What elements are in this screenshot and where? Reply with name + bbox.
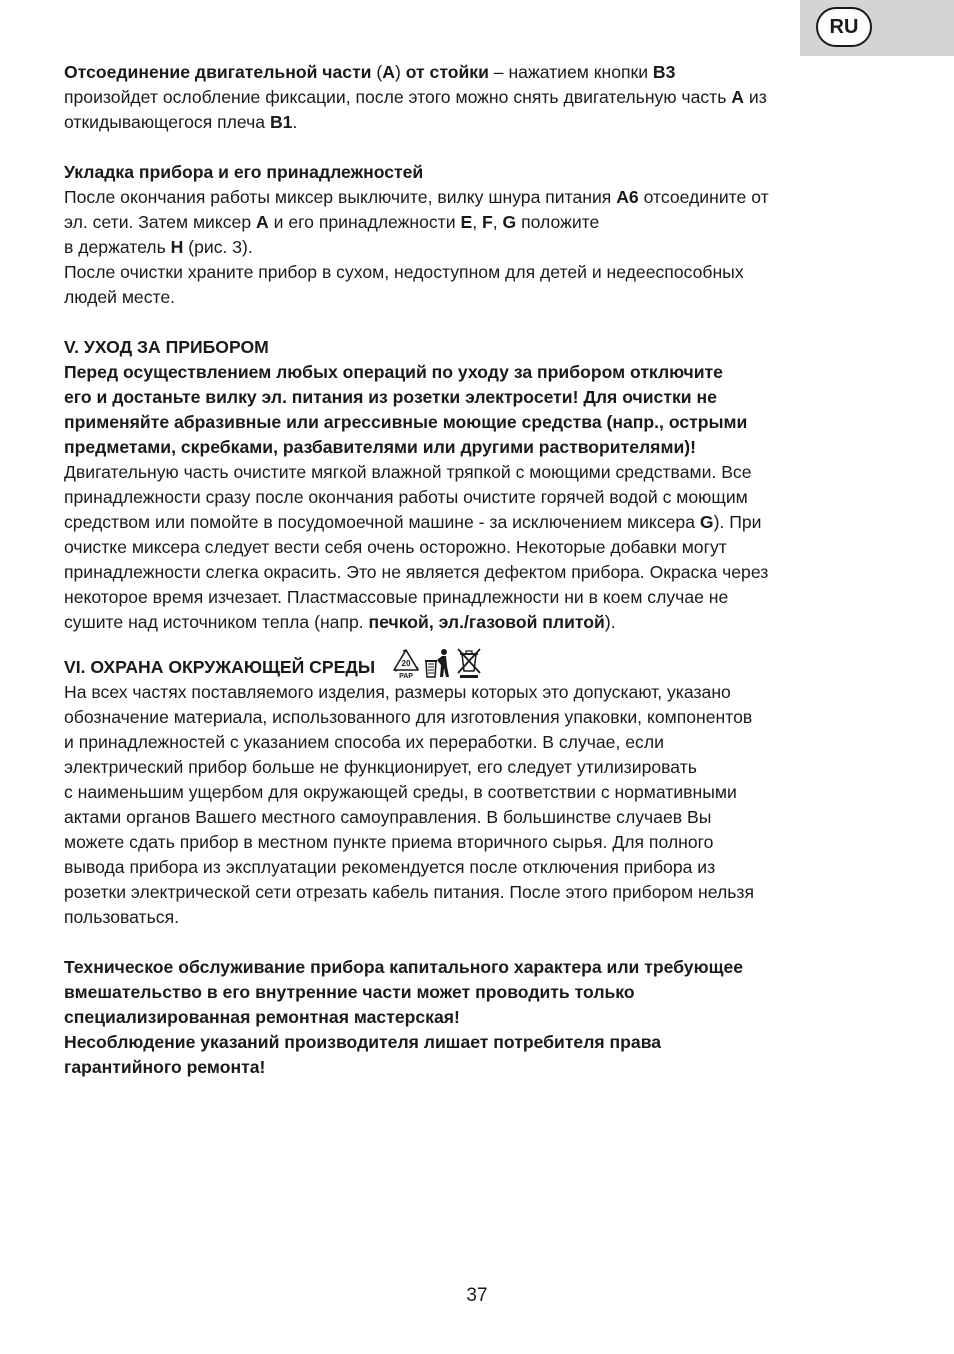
care-line: сушите над источником тепла (напр. печкой, эл./газовой плитой). (64, 612, 616, 632)
service-line: специализированная ремонтная мастерская! (64, 1007, 460, 1027)
env-line: можете сдать прибор в местном пункте приема вторичного сырья. Для полного (64, 832, 714, 852)
recycle-pap-icon (391, 647, 421, 679)
care-line: принадлежности слегка окрасить. Это не является дефектом прибора. Окраска через (64, 562, 769, 582)
tidy-man-icon (423, 647, 453, 679)
storage-line: в держатель H (рис. 3). (64, 237, 253, 257)
svg-text:20: 20 (401, 659, 411, 668)
eco-icons (391, 647, 483, 679)
env-heading: VI. ОХРАНА ОКРУЖАЮЩЕЙ СРЕДЫ 20 PAP (64, 647, 894, 680)
storage-line: людей месте. (64, 287, 176, 307)
service-line: вмешательство в его внутренние части может проводить только (64, 982, 635, 1002)
care-warning-line: его и достаньте вилку эл. питания из розетки электросети! Для очистки не (64, 387, 717, 407)
care-warning-line: применяйте абразивные или агрессивные моющие средства (напр., острыми (64, 412, 748, 432)
service-line: Несоблюдение указаний производителя лишает потребителя права (64, 1032, 662, 1052)
page-number: 37 (466, 1285, 488, 1306)
detach-paragraph-line: Отсоединение двигательной части (A) от стойки – нажатием кнопки B3 (64, 62, 676, 82)
care-warning-line: Перед осуществлением любых операций по уходу за прибором отключите (64, 362, 723, 382)
care-line: принадлежности сразу после окончания работы очистите горячей водой с моющим (64, 487, 748, 507)
env-line: электрический прибор больше не функционирует, его следует утилизировать (64, 757, 697, 777)
detach-paragraph-line: откидывающегося плеча B1. (64, 112, 298, 132)
env-line: обозначение материала, использованного для изготовления упаковки, компонентов (64, 707, 753, 727)
env-line: актами органов Вашего местного самоуправления. В большинстве случаев Вы (64, 807, 712, 827)
care-line: очистке миксера следует вести себя очень осторожно. Некоторые добавки могут (64, 537, 727, 557)
care-heading: V. УХОД ЗА ПРИБОРОМ (64, 337, 269, 357)
storage-line: После окончания работы миксер выключите, вилку шнура питания A6 отсоедините от (64, 187, 769, 207)
care-line: Двигательную часть очистите мягкой влажной тряпкой с моющими средствами. Все (64, 462, 752, 482)
storage-line: эл. сети. Затем миксер A и его принадлежности E, F, G положите (64, 212, 600, 232)
env-line: и принадлежностей с указанием способа их переработки. В случае, если (64, 732, 664, 752)
care-warning-line: предметами, скребками, разбавителями или другими растворителями)! (64, 437, 697, 457)
service-line: Техническое обслуживание прибора капитального характера или требующее (64, 957, 744, 977)
detach-paragraph-line: произойдет ослобление фиксации, после этого можно снять двигательную часть A из (64, 87, 767, 107)
storage-line: После очистки храните прибор в сухом, недоступном для детей и недееспособных (64, 262, 744, 282)
crossed-bin-icon (455, 647, 483, 679)
care-line: средством или помойте в посудомоечной машине - за исключением миксера G). При (64, 512, 762, 532)
env-line: На всех частях поставляемого изделия, размеры которых это допускают, указано (64, 682, 731, 702)
env-line: розетки электрической сети отрезать кабель питания. После этого прибором нельзя (64, 882, 754, 902)
env-line: вывода прибора из эксплуатации рекомендуется после отключения прибора из (64, 857, 716, 877)
svg-text:PAP: PAP (399, 673, 414, 679)
language-tab (800, 0, 954, 56)
storage-heading: Укладка прибора и его принадлежностей (64, 162, 424, 182)
page-content (64, 60, 894, 1080)
env-line: с наименьшим ущербом для окружающей среды, в соответствии с нормативными (64, 782, 737, 802)
language-badge: RU (816, 7, 872, 47)
care-line: некоторое время изчезает. Пластмассовые принадлежности ни в коем случае не (64, 587, 729, 607)
env-line: пользоваться. (64, 907, 179, 927)
service-line: гарантийного ремонта! (64, 1057, 266, 1077)
